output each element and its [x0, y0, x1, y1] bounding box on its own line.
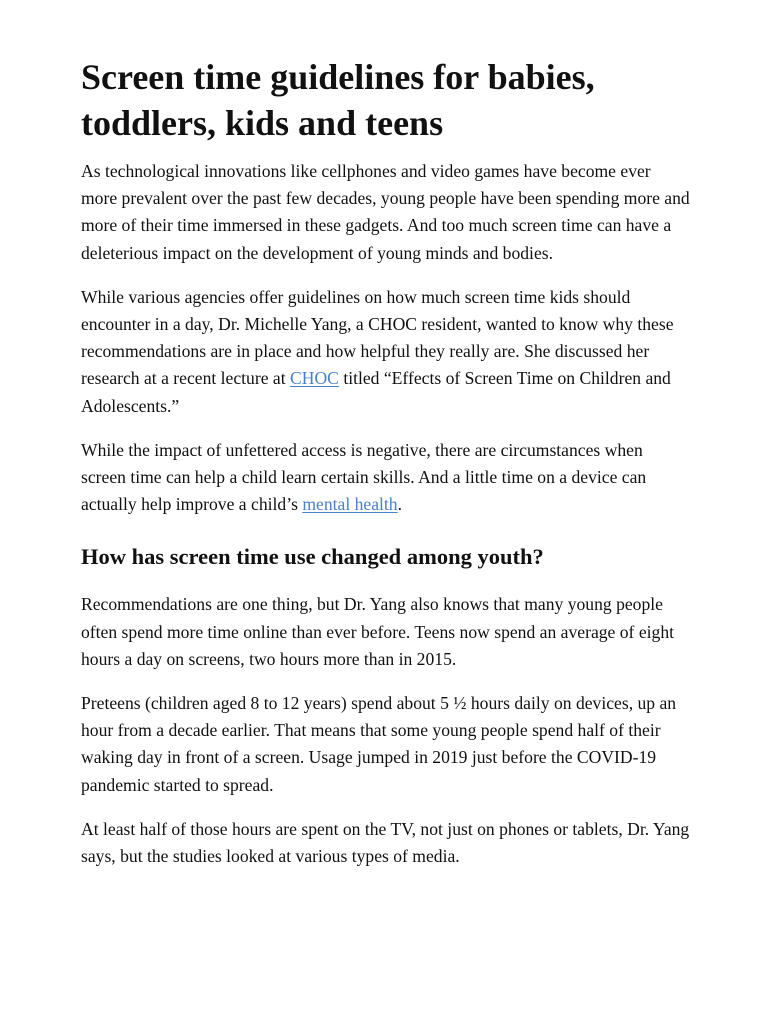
paragraph-media-types: At least half of those hours are spent on the TV, not just on phones or tablets, Dr. Yang says, but the studies looked at various types of media.: [81, 818, 690, 867]
paragraph-impact: [81, 437, 691, 519]
paragraph-guidelines-text: While various agencies offer guidelines on how much screen time kids should encounter in a day, Dr. Michelle Yang, a CHOC resident, wanted to know why these recommendations are in place and how helpful they really are. She discussed her research at a recent lecture at: [81, 286, 674, 389]
paragraph-intro: As technological innovations like cellphones and video games have become ever more prevalent over the past few decades, young people have been spending more and more of their time immersed in these gadgets. And too much screen time can have a deleterious impact on the development of young minds and bodies.: [81, 161, 690, 263]
paragraph-impact-text: While the impact of unfettered access is negative, there are circumstances when screen time can help a child learn certain skills. And a little time on a device can actually help improve a child’s: [81, 439, 647, 515]
paragraph-recommendations: Recommendations are one thing, but Dr. Yang also knows that many young people often spend more time online than ever before. Teens now spend an average of eight hours a day on screens, two hours more than in 2015.: [81, 594, 674, 669]
section-heading: How has screen time use changed among youth?: [81, 544, 544, 570]
choc-link[interactable]: CHOC: [290, 368, 339, 389]
paragraph-preteens: Preteens (children aged 8 to 12 years) spend about 5 ½ hours daily on devices, up an hour from a decade earlier. That means that some young people spend half of their waking day in front of a screen. Usage jumped in 2019 just before the COVID-19 pandemic started to spread.: [81, 693, 677, 795]
paragraph-guidelines-text-end: titled “Effects of Screen Time on Children and Adolescents.”: [81, 368, 671, 416]
mental-health-link[interactable]: mental health: [302, 494, 398, 515]
article: [81, 54, 691, 870]
article-title: Screen time guidelines for babies, toddlers, kids and teens: [81, 57, 595, 143]
paragraph-guidelines: [81, 284, 691, 420]
paragraph-impact-text-end: .: [397, 494, 402, 515]
